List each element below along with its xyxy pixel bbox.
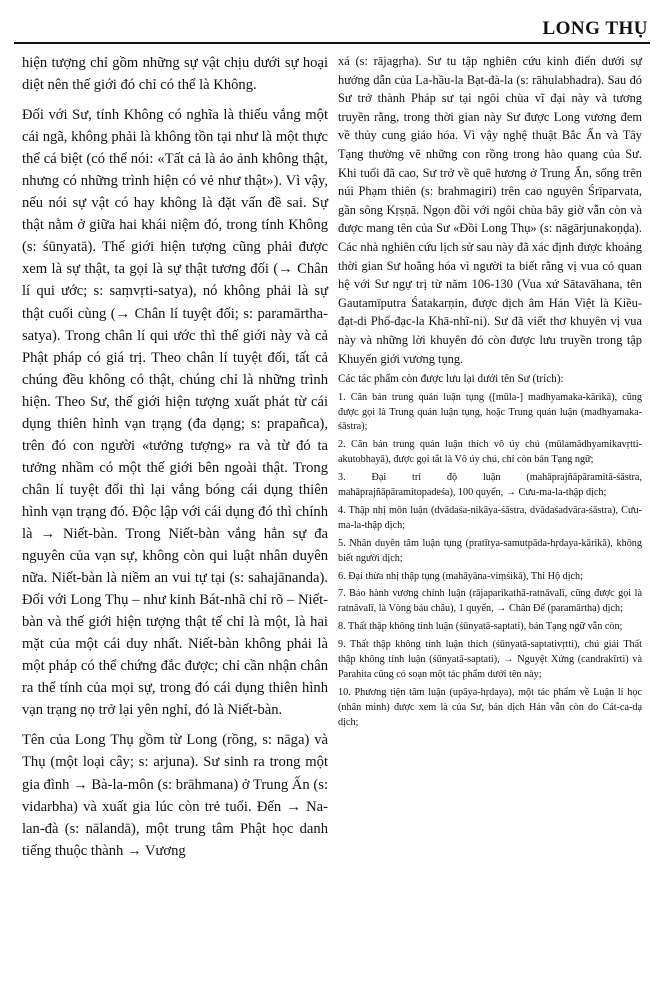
work-item: 10. Phương tiện tâm luận (upāya-hṛdaya), một tác phẩm về Luận lí học (nhân minh) được xem là của Sư, bản dịch Hán vẫn còn do Cát-ca-dạ dịch;: [338, 686, 642, 728]
work-item: 5. Nhân duyên tâm luận tụng (pratītya-samutpāda-hṛdaya-kārikā), không biết người dịch;: [338, 537, 642, 564]
right-paragraph-1: xá (s: rājagṛha). Sư tu tập nghiên cứu kinh điển dưới sự hướng dẫn của La-hầu-la Bạt-đà-la (s: rāhulabhadra). Sau đó Sư trở thành Pháp sư tại ngôi chùa vĩ đại này và tương truyền rằng, trong thời gian này Sư được Long vương đem về thủy cung giáo hóa. Vì vậy nghệ thuật Bắc Ấn và Tây Tạng thường vẽ những con rồng trong hào quang của Sư. Khi tuổi đã cao, Sư trở về quê hương ở Trung Ấn, sống trên núi Phạm thiên (s: brahmagiri) trên cao nguyên Śrīparvata, gần sông Kṛṣṇā. Ngọn đồi với ngôi chùa bây giờ vẫn còn và được mang tên của Sư «Đồi Long Thụ» (s: nāgārjunakoṇḍa). Các nhà nghiên cứu lịch sử sau này đã xác định được khoảng thời gian Sư hoằng hóa vì người ta biết rằng vị vua có quan hệ với Sư ngự trị từ năm 106-130 (Vua xứ Sātavāhana, tên Gautamīputra Śatakarṇin, được dịch âm Hán Việt là Kiều-đạt-di Phổ-đạc-la Khā-nhĩ-ni). Sư đã viết thơ khuyên vị vua này và những lời khuyên đó còn được lưu truyền trong tập Khuyến giới vương tụng.: [338, 54, 642, 366]
page-header: [0, 0, 664, 46]
works-heading: Các tác phẩm còn được lưu lại dưới tên Sư (trích):: [338, 373, 564, 386]
work-item: 4. Thập nhị môn luận (dvādaśa-nikāya-śāstra, dvādaśadvāra-śāstra), Cưu-ma-la-thập dịch;: [338, 504, 642, 531]
work-item: 1. Căn bản trung quán luận tụng ([mūla-] madhyamaka-kārikā), cũng được gọi là Trung quán luận tụng, hoặc Trung quán luận (madhyamaka-śāstra);: [338, 391, 642, 433]
running-title: LONG THỤ: [542, 18, 648, 39]
left-column: [22, 52, 328, 862]
left-paragraph-2: Đối với Sư, tính Không có nghĩa là thiếu vắng một cái ngã, không phải là không tồn tại như là một thực thể cá biệt (có thể nói: «Tất cả là ảo ảnh không thật, nhưng có những trình hiện có vẻ như thật»). Vì vậy, nếu nói sự vật có hay không là đặt vấn đề sai. Sự thật nằm ở giữa hai khái niệm đó, trong tính Không (s: śūnyatā). Thế giới hiện tượng cũng phải được xem là sự thật, ta gọi là sự thật tương đối (→ Chân lí qui ước; s: saṃvṛti-satya), nó không phải là sự thật cuối cùng (→ Chân lí tuyệt đối; s: paramārtha-satya). Trong chân lí qui ước thì thế giới này và cả Phật pháp có giá trị. Theo chân lí tuyệt đối, tất cả chúng đều không có thật, chúng chỉ là những trình hiện. Theo Sư, thế giới hiện tượng xuất phát từ cái dụng thiên hình vạn trạng (đa dạng; s: prapañca), trên đó con người «tưởng tượng» ra và từ đó ta tưởng nhầm có một thế giới bên ngoài thật. Trong chân lí tuyệt đối thì lại vắng bóng cái dụng thiên hình vạn trạng đó. Độc lập với cái dụng đó thì chính là → Niết-bàn. Trong Niết-bàn vắng hẳn sự đa nguyên của vạn sự, không còn qui luật nhân duyên nữa. Niết-bàn là niềm an vui tự tại (s: sahajānanda). Đối với Long Thụ – như kinh Bát-nhã chỉ rõ – Niết-bàn và thế giới hiện tượng thật tế chỉ là một, là hai mặt của một cái duy nhất. Niết-bàn không phải là một pháp có thể chứng đắc được; chỉ cần nhận chân ra thể tính của mọi sự, trong đó cái dụng thiên hình vạn trạng nọ trở lại yên nghỉ, đó là Niết-bàn.: [22, 107, 328, 719]
header-rule: [14, 42, 650, 44]
left-paragraph-3: Tên của Long Thụ gồm từ Long (rồng, s: nāga) và Thụ (một loại cây; s: arjuna). Sư sinh ra trong một gia đình → Bà-la-môn (s: brāhmana) ở Trung Ấn (s: vidarbha) và xuất gia lúc còn trẻ tuổi. Đến → Na-lan-đà (s: nālandā), một trung tâm Phật học danh tiếng thuộc thành → Vương: [22, 732, 328, 859]
right-column: [338, 52, 642, 731]
work-item: 7. Bảo hành vương chính luận (rājaparikathā-ratnāvalī, cũng được gọi là ratnāvalī, là Vòng báu châu), 1 quyển, → Chân Đế (paramārtha) dịch;: [338, 588, 642, 615]
work-item: 9. Thất thập không tính luận thích (śūnyatā-saptativṛtti), chú giải Thất thập không tính luận (śūnyatā-saptati), → Nguyệt Xứng (candrakīrti) và Parahita cũng có soạn một tác phẩm dưới tên này;: [338, 639, 642, 680]
work-item: 6. Đại thừa nhị thập tụng (mahāyāna-viṃśikā), Thi Hộ dịch;: [338, 570, 583, 582]
work-item: 2. Căn bản trung quán luận thích vô úy chú (mūlamādhyamikavṛtti-akutobhayā), được gọi tắt là Vô úy chú, chỉ còn bản Tạng ngữ;: [338, 439, 642, 466]
work-item: 8. Thất thập không tính luận (śūnyatā-saptati), bản Tạng ngữ vẫn còn;: [338, 621, 623, 633]
work-item: 3. Đại trí độ luận (mahāprajñāpāramitā-śāstra, mahāprajñāpāramitopadeśa), 100 quyển, → Cưu-ma-la-thập dịch;: [338, 472, 642, 499]
left-paragraph-1: hiện tượng chỉ gồm những sự vật chịu dưới sự hoại diệt nên thế giới đó chỉ có thể là Không.: [22, 55, 328, 94]
